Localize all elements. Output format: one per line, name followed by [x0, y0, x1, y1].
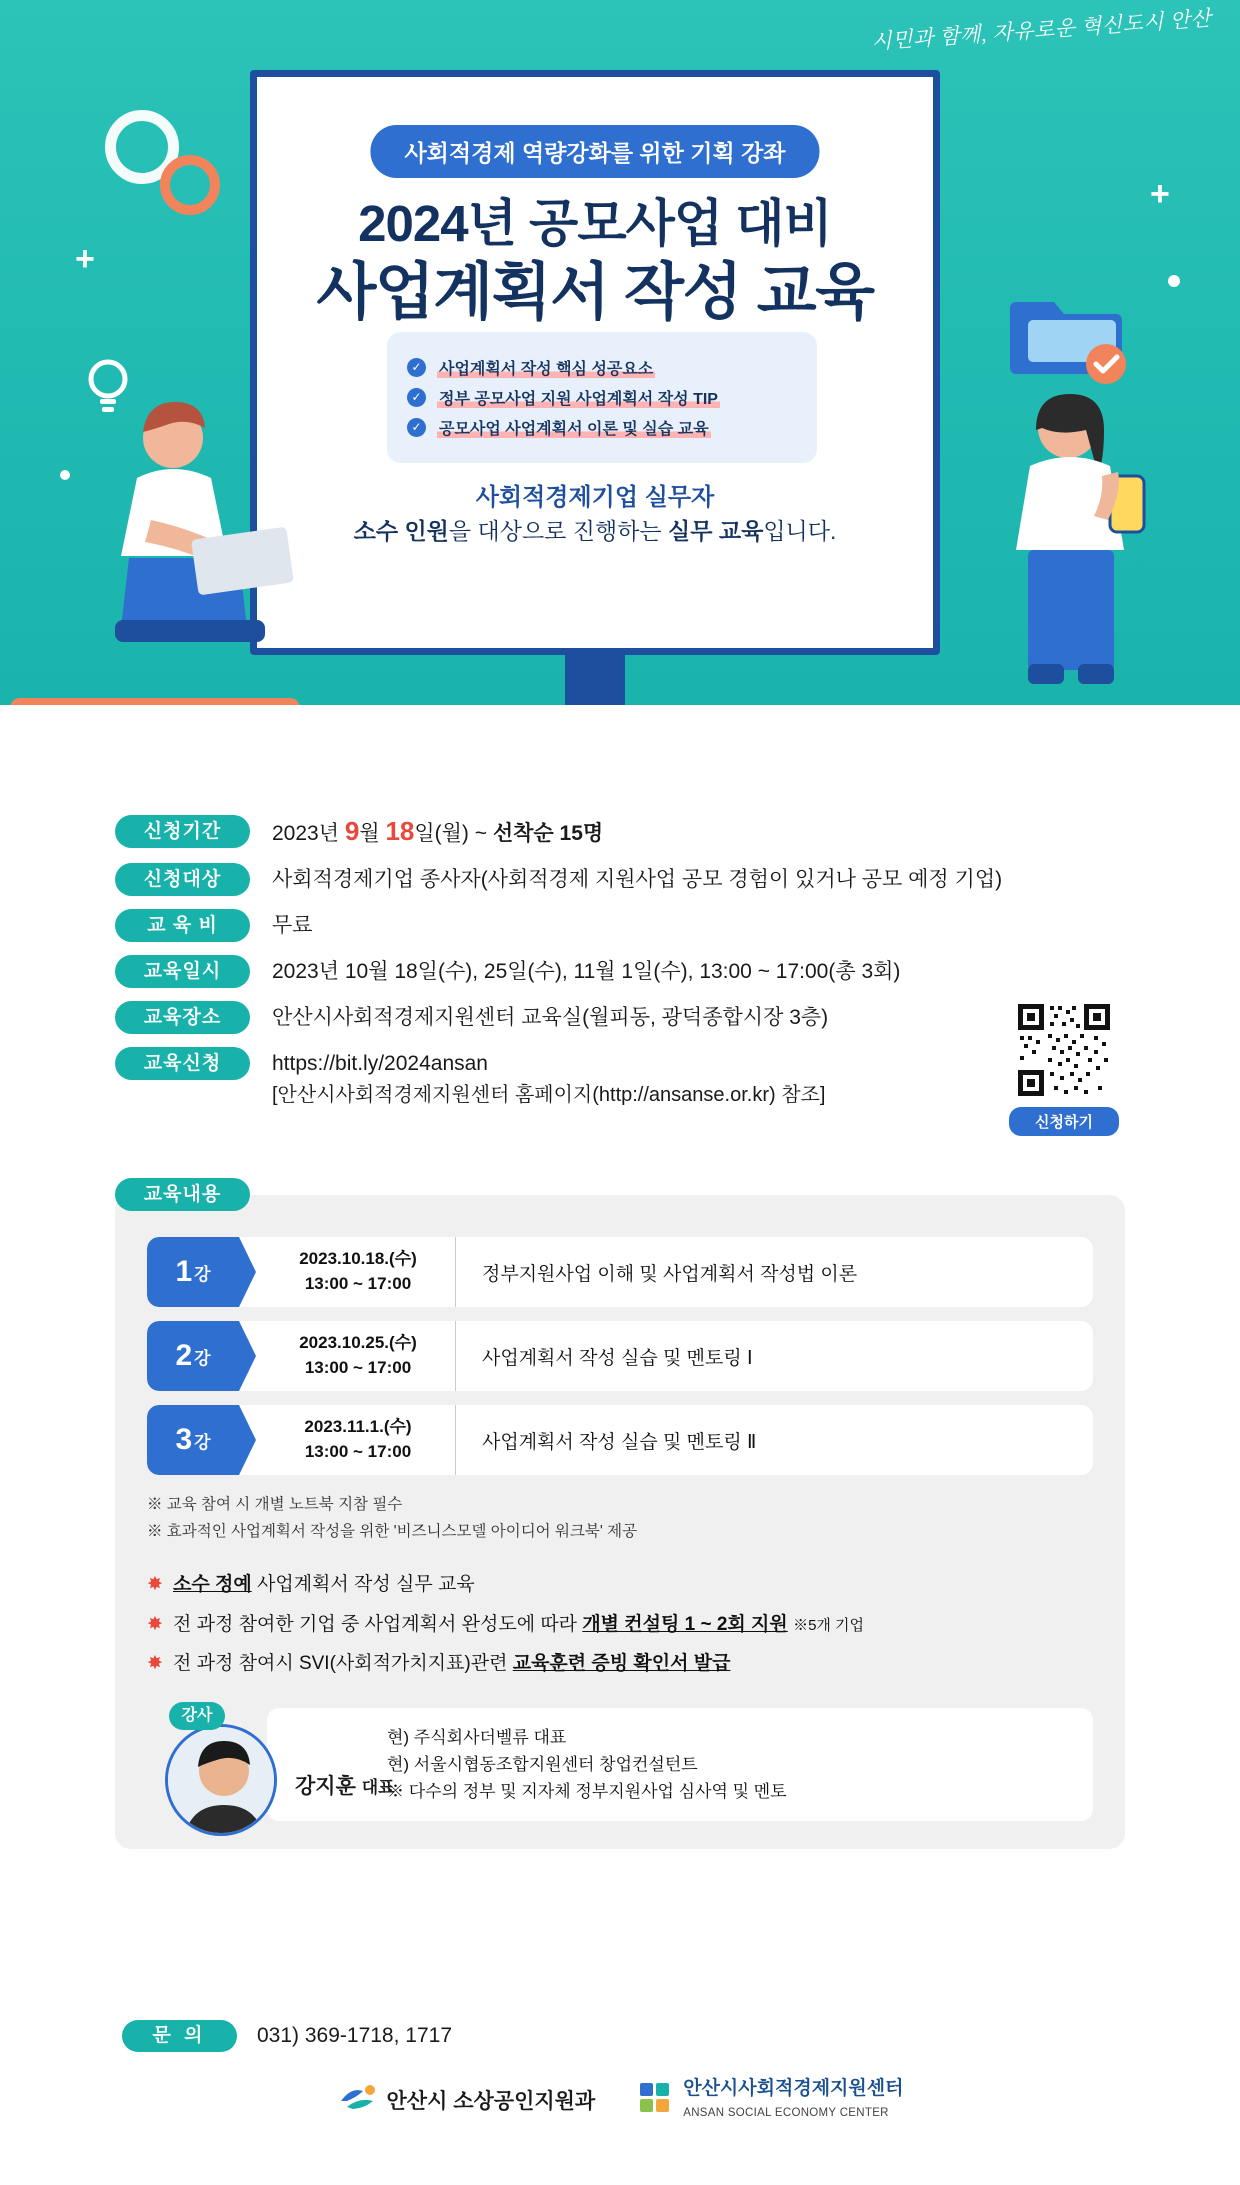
session-description: 정부지원사업 이해 및 사업계획서 작성법 이론	[482, 1263, 858, 1285]
star-icon: ✸	[147, 1613, 163, 1635]
logo-center-text-ko: 안산시사회적경제지원센터	[683, 2078, 904, 2099]
check-icon: ✓	[407, 388, 426, 407]
course-content-section	[0, 1178, 1240, 1849]
info-value: 무료	[272, 914, 313, 937]
info-tag: 신청대상	[115, 863, 250, 896]
presentation-board	[250, 70, 940, 655]
ansan-city-mark-icon	[337, 2081, 377, 2118]
logo-ansan-city-text: 안산시 소상공인지원과	[386, 2089, 596, 2113]
plus-icon: +	[75, 240, 95, 278]
illustration-person-left	[95, 390, 315, 700]
info-row-application-period	[0, 815, 1240, 850]
note-item: ※ 교육 참여 시 개별 노트북 지참 필수	[147, 1496, 403, 1513]
logo-center-text-en: ANSAN SOCIAL ECONOMY CENTER	[683, 2106, 889, 2119]
lecturer-section	[147, 1708, 1093, 1822]
star-icon: ✸	[147, 1653, 163, 1675]
note-item: ※ 효과적인 사업계획서 작성을 위한 '비즈니스모델 아이디어 워크북' 제공	[147, 1523, 638, 1541]
hero-banner	[0, 0, 1240, 800]
center-mark-icon	[639, 2081, 673, 2118]
list-item	[407, 356, 795, 379]
course-badge: 사회적경제 역량강화를 위한 기획 강좌	[370, 125, 819, 178]
star-icon: ✸	[147, 1574, 163, 1596]
session-description: 사업계획서 작성 실습 및 멘토링 Ⅱ	[482, 1431, 757, 1453]
qr-code-block[interactable]	[1001, 1000, 1127, 1136]
info-row-datetime	[0, 955, 1240, 988]
highlight-points	[147, 1571, 1093, 1678]
avatar	[165, 1724, 277, 1836]
footer-logos	[0, 2078, 1240, 2122]
info-tag: 교육장소	[115, 1001, 250, 1034]
hero-bottom-fade	[0, 705, 1240, 800]
list-item	[147, 1650, 1093, 1678]
info-value: 사회적경제기업 종사자(사회적경제 지원사업 공모 경험이 있거나 공모 예정 기업)	[272, 868, 1003, 891]
hero-title-line1: 2024년 공모사업 대비	[358, 195, 832, 252]
session-number	[147, 1321, 239, 1391]
dot-icon	[1168, 275, 1180, 287]
lecturer-tag: 강사	[169, 1702, 225, 1730]
session-datetime	[261, 1321, 456, 1391]
lecturer-title-text: 대표	[361, 1777, 395, 1797]
city-slogan	[871, 2, 1213, 56]
apply-button[interactable]: 신청하기	[1009, 1107, 1119, 1136]
session-date: 2023.10.25.(수)	[299, 1333, 417, 1353]
point-text: 전 과정 참여한 기업 중 사업계획서 완성도에 따라 개별 컨설팅 1 ~ 2회 지원 ※5개 기업	[173, 1613, 865, 1635]
gear-icon	[160, 155, 220, 215]
list-item	[407, 386, 795, 409]
table-row	[147, 1405, 1093, 1475]
session-number-value: 1	[175, 1255, 193, 1288]
info-tag: 신청기간	[115, 815, 250, 848]
session-datetime	[261, 1237, 456, 1307]
lecturer-name-text: 강지훈	[295, 1774, 356, 1798]
info-tag: 교 육 비	[115, 909, 250, 942]
hero-subtitle-2-b: 을 대상으로 진행하는	[448, 518, 669, 544]
hero-subtitle-1: 사회적경제기업 실무자	[475, 484, 715, 511]
list-item	[147, 1611, 1093, 1639]
logo-center-text	[683, 2078, 903, 2122]
session-time: 13:00 ~ 17:00	[304, 1274, 412, 1293]
lecturer-note: ※ 다수의 정부 및 지자체 정부지원사업 심사역 및 멘토	[387, 1782, 787, 1802]
info-value: 안산시사회적경제지원센터 교육실(월피동, 광덕종합시장 3층)	[272, 1006, 829, 1029]
content-tag: 교육내용	[115, 1178, 250, 1211]
hero-title-line2: 사업계획서 작성 교육	[316, 258, 874, 327]
check-icon: ✓	[407, 418, 426, 437]
list-item	[147, 1571, 1093, 1599]
hero-subtitle-2-c: 실무 교육	[668, 518, 764, 544]
folder-icon	[1010, 280, 1130, 390]
session-number-value: 3	[175, 1423, 193, 1456]
lecturer-career-2: 현) 서울시협동조합지원센터 창업컨설턴트	[387, 1755, 698, 1775]
session-time: 13:00 ~ 17:00	[304, 1358, 412, 1377]
city-slogan-text: 시민과 함께, 자유로운 혁신도시 안산	[871, 6, 1213, 54]
hero-subtitle-2-a: 소수 인원	[353, 518, 449, 544]
info-value: 2023년 9월 18일(월) ~ 선착순 15명	[272, 816, 604, 846]
footer	[0, 2020, 1240, 2122]
hero-subtitle-2	[257, 513, 933, 546]
session-panel	[115, 1195, 1125, 1849]
notes-list	[147, 1491, 1093, 1545]
table-row	[147, 1237, 1093, 1307]
contact-phone: 031) 369-1718, 1717	[257, 2024, 452, 2047]
session-number-value: 2	[175, 1339, 193, 1372]
bullet-text: 공모사업 사업계획서 이론 및 실습 교육	[439, 421, 709, 438]
contact-tag: 문 의	[122, 2020, 237, 2052]
dot-icon	[60, 470, 70, 480]
board-stand	[565, 655, 625, 710]
session-number-unit: 강	[194, 1348, 211, 1368]
session-date: 2023.11.1.(수)	[304, 1417, 412, 1437]
hero-subtitle-2-d: 입니다.	[763, 518, 837, 544]
lecturer-career-1: 현) 주식회사더벨류 대표	[387, 1727, 567, 1747]
logo-ansan-social-economy-center	[639, 2078, 903, 2122]
info-tag: 교육일시	[115, 955, 250, 988]
bullet-text: 사업계획서 작성 핵심 성공요소	[439, 361, 654, 378]
bullet-text: 정부 공모사업 지원 사업계획서 작성 TIP	[439, 391, 718, 408]
info-row-fee	[0, 909, 1240, 942]
session-number-unit: 강	[194, 1264, 211, 1284]
session-time: 13:00 ~ 17:00	[304, 1442, 412, 1461]
lecturer-card	[267, 1708, 1093, 1822]
point-text: 전 과정 참여시 SVI(사회적가치지표)관련 교육훈련 증빙 확인서 발급	[173, 1653, 731, 1675]
info-row-target	[0, 863, 1240, 896]
session-number	[147, 1405, 239, 1475]
qr-code-image	[1014, 1000, 1114, 1100]
info-value: 2023년 10월 18일(수), 25일(수), 11월 1일(수), 13:00 ~ 17:00(총 3회)	[272, 960, 901, 983]
plus-icon: +	[1150, 175, 1170, 213]
illustration-person-right	[960, 380, 1180, 710]
point-text: 소수 정예 사업계획서 작성 실무 교육	[173, 1574, 475, 1596]
session-datetime	[261, 1405, 456, 1475]
contact-row	[0, 2020, 1240, 2052]
session-number	[147, 1237, 239, 1307]
hero-bullet-list	[387, 332, 817, 463]
session-number-unit: 강	[194, 1432, 211, 1452]
logo-ansan-city	[337, 2081, 596, 2118]
check-icon: ✓	[407, 358, 426, 377]
list-item	[407, 416, 795, 439]
session-date: 2023.10.18.(수)	[299, 1249, 417, 1269]
table-row	[147, 1321, 1093, 1391]
info-value-apply-link[interactable]: https://bit.ly/2024ansan [안산시사회적경제지원센터 홈페이지(http://ansanse.or.kr) 참조]	[272, 1052, 826, 1106]
lecturer-name	[295, 1770, 395, 1800]
info-tag: 교육신청	[115, 1047, 250, 1080]
session-description: 사업계획서 작성 실습 및 멘토링 Ⅰ	[482, 1347, 753, 1369]
